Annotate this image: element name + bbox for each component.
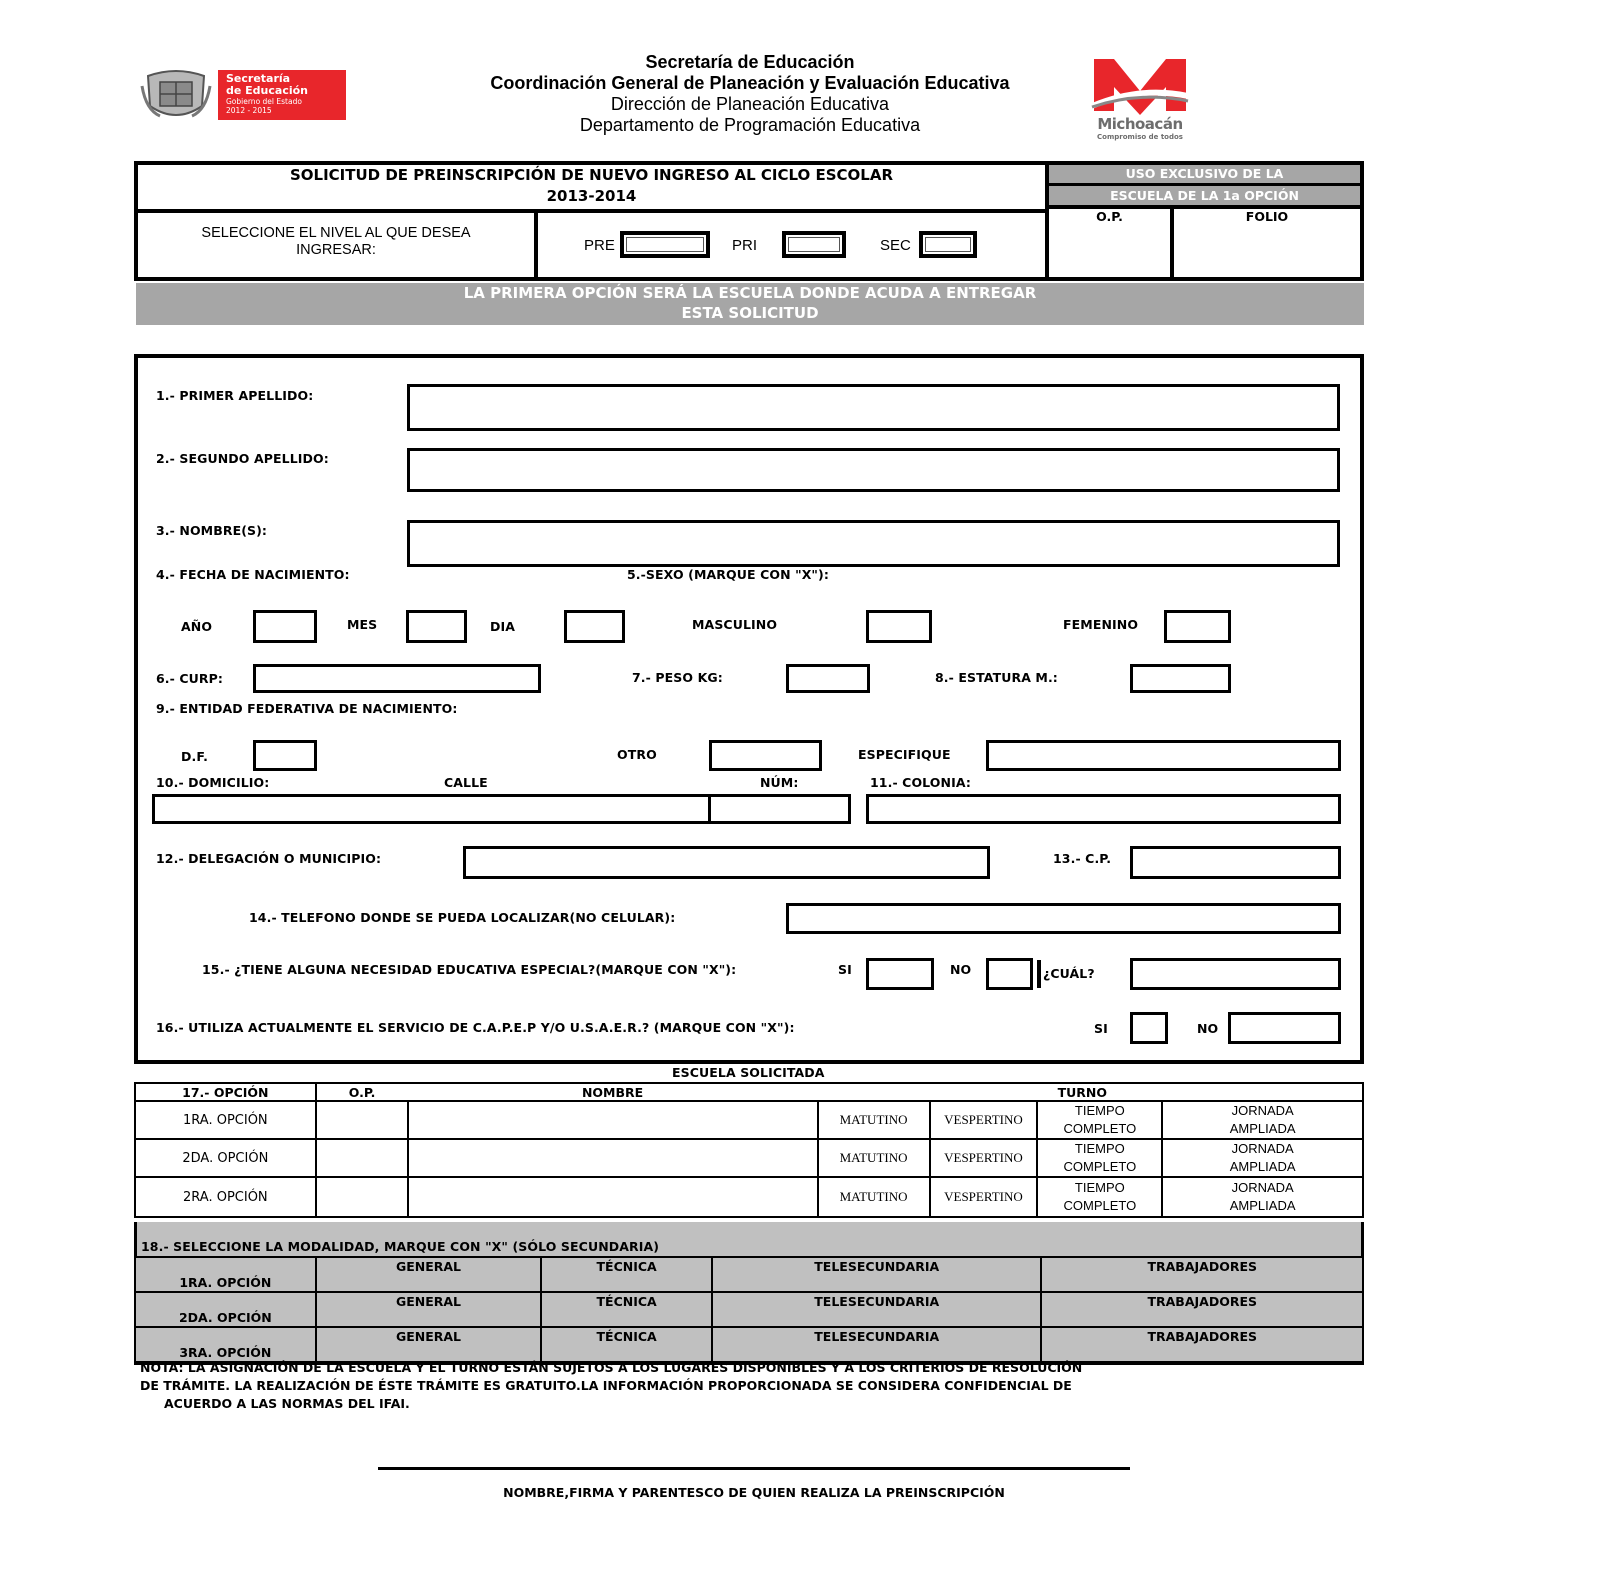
michoacan-name: Michoacán [1097, 115, 1183, 133]
peso-input[interactable] [786, 664, 870, 693]
primer-apellido-label: 1.- PRIMER APELLIDO: [156, 388, 314, 403]
df-label: D.F. [181, 749, 208, 764]
school-row-2-matutino[interactable]: MATUTINO [818, 1139, 930, 1177]
nota-line3: ACUERDO A LAS NORMAS DEL IFAI. [164, 1396, 410, 1411]
fecha-nacimiento-label: 4.- FECHA DE NACIMIENTO: [156, 567, 350, 582]
school-row-3-option: 2RA. OPCIÓN [135, 1177, 316, 1217]
peso-label: 7.- PESO KG: [632, 670, 723, 685]
op-label: O.P. [1096, 209, 1123, 224]
especifique-input[interactable] [986, 740, 1341, 771]
nota-line2: DE TRÁMITE. LA REALIZACIÓN DE ÉSTE TRÁMITE ES GRATUITO.LA INFORMACIÓN PROPORCIONADA SE CONSIDERA CONFIDENCIAL DE [140, 1378, 1072, 1393]
school-row-3-vespertino[interactable]: VESPERTINO [930, 1177, 1038, 1217]
municipio-input[interactable] [463, 846, 990, 879]
school-row-1-jornada-ampliada[interactable] [1162, 1101, 1363, 1139]
modalidad-row-3 [135, 1327, 1363, 1363]
necesidad-especial-label: 15.- ¿TIENE ALGUNA NECESIDAD EDUCATIVA ESPECIAL?(MARQUE CON "X"): [202, 962, 737, 977]
capep-si-label: SI [1094, 1021, 1108, 1036]
form-title-line1: SOLICITUD DE PREINSCRIPCIÓN DE NUEVO INGRESO AL CICLO ESCOLAR [289, 166, 894, 184]
school-row-2-jornada-ampliada[interactable] [1162, 1139, 1363, 1177]
tc-line2: COMPLETO [1063, 1121, 1137, 1136]
dia-label: DIA [490, 619, 516, 634]
nombres-label: 3.- NOMBRE(S): [156, 523, 268, 538]
folio-label: FOLIO [1245, 209, 1289, 224]
level-prompt-line2: INGRESAR: [296, 242, 376, 258]
calle-input[interactable] [152, 794, 712, 824]
michoacan-tagline: Compromiso de todos [1097, 133, 1183, 141]
school-row-2-nombre[interactable] [408, 1139, 818, 1177]
capep-no-checkbox[interactable] [1228, 1012, 1341, 1044]
badge-line1: Secretaría [226, 72, 291, 85]
school-row-3-op[interactable] [316, 1177, 408, 1217]
form-title-line2: 2013-2014 [546, 187, 637, 205]
signature-line[interactable] [378, 1467, 1130, 1470]
mes-label: MES [347, 617, 378, 632]
modalidad-row-2-general[interactable]: GENERAL [316, 1292, 542, 1327]
ja-line1: JORNADA [1231, 1180, 1294, 1195]
coat-of-arms-icon [140, 66, 212, 124]
opcion-header: 17.- OPCIÓN [135, 1083, 316, 1101]
mes-input[interactable] [406, 610, 467, 643]
anio-label: AÑO [181, 619, 213, 634]
nota-line1: NOTA: LA ASIGNACIÓN DE LA ESCUELA Y EL TURNO ESTÁN SUJETOS A LOS LUGARES DISPONIBLES Y A LOS CRITERIOS DE RESOLUCIÓN [140, 1360, 1083, 1375]
especifique-label: ESPECIFIQUE [858, 747, 951, 762]
modalidad-row-3-general[interactable]: GENERAL [316, 1327, 542, 1363]
modalidad-row-3-telesecundaria[interactable]: TELESECUNDARIA [712, 1327, 1041, 1363]
turno-header: TURNO [818, 1083, 1363, 1101]
school-row-2-tiempo-completo[interactable] [1037, 1139, 1162, 1177]
cual-input[interactable] [1130, 958, 1341, 990]
school-row-1-tiempo-completo[interactable] [1037, 1101, 1162, 1139]
necesidad-no-label: NO [950, 962, 972, 977]
escuela-solicitada-caption: ESCUELA SOLICITADA [672, 1065, 825, 1080]
otro-label: OTRO [617, 747, 657, 762]
badge-line2: de Educación [226, 84, 309, 97]
level-prompt [138, 209, 538, 277]
modalidad-row-2-telesecundaria[interactable]: TELESECUNDARIA [712, 1292, 1041, 1327]
badge-line3: Gobierno del Estado [226, 97, 302, 106]
ja-line2: AMPLIADA [1229, 1121, 1296, 1136]
school-row-1 [135, 1101, 1363, 1139]
level-pri-checkbox[interactable] [782, 231, 846, 258]
domicilio-label: 10.- DOMICILIO: [156, 775, 270, 790]
modalidad-row-2 [135, 1292, 1363, 1327]
banner-line2: ESTA SOLICITUD [681, 304, 819, 322]
capep-no-label: NO [1197, 1021, 1219, 1036]
tc-line2: COMPLETO [1063, 1159, 1137, 1174]
telefono-label: 14.- TELEFONO DONDE SE PUEDA LOCALIZAR(NO CELULAR): [249, 910, 676, 925]
level-pri-label: PRI [732, 237, 758, 254]
colonia-input[interactable] [866, 794, 1341, 824]
school-row-1-option: 1RA. OPCIÓN [135, 1101, 316, 1139]
header-titles [400, 52, 1100, 136]
tc-line2: COMPLETO [1063, 1198, 1137, 1213]
tc-line1: TIEMPO [1074, 1180, 1125, 1195]
cp-input[interactable] [1130, 846, 1341, 879]
modalidad-title-row [134, 1222, 1364, 1258]
modalidad-row-1-telesecundaria[interactable]: TELESECUNDARIA [712, 1257, 1041, 1292]
modalidad-row-2-trabajadores[interactable]: TRABAJADORES [1041, 1292, 1363, 1327]
dia-input[interactable] [564, 610, 625, 643]
modalidad-row-1-option: 1RA. OPCIÓN [135, 1257, 316, 1292]
modalidad-row-1-tecnica[interactable]: TÉCNICA [541, 1257, 712, 1292]
masculino-checkbox[interactable] [866, 610, 932, 643]
modalidad-table [134, 1256, 1364, 1365]
school-row-2-op[interactable] [316, 1139, 408, 1177]
level-pre-label: PRE [584, 237, 615, 254]
ja-line1: JORNADA [1231, 1103, 1294, 1118]
calle-label: CALLE [444, 775, 488, 790]
separator-bar [1037, 960, 1041, 988]
tc-line1: TIEMPO [1074, 1103, 1125, 1118]
school-row-2 [135, 1139, 1363, 1177]
header-line-3: Dirección de Planeación Educativa [610, 94, 890, 114]
school-row-3-matutino[interactable]: MATUTINO [818, 1177, 930, 1217]
num-label: NÚM: [760, 775, 799, 790]
school-row-2-vespertino[interactable]: VESPERTINO [930, 1139, 1038, 1177]
ja-line2: AMPLIADA [1229, 1198, 1296, 1213]
colonia-label: 11.- COLONIA: [870, 775, 971, 790]
header-line-4: Departamento de Programación Educativa [579, 115, 921, 135]
header-line-1: Secretaría de Educación [645, 52, 855, 72]
school-row-3-nombre[interactable] [408, 1177, 818, 1217]
first-option-banner [136, 283, 1364, 325]
nombre-header: NOMBRE [408, 1083, 818, 1101]
school-row-3-tiempo-completo[interactable] [1037, 1177, 1162, 1217]
school-row-1-op[interactable] [316, 1101, 408, 1139]
primer-apellido-input[interactable] [407, 384, 1340, 431]
level-prompt-line1: SELECCIONE EL NIVEL AL QUE DESEA [201, 225, 471, 241]
op-cell[interactable] [1049, 209, 1174, 277]
df-checkbox[interactable] [253, 740, 317, 771]
estatura-input[interactable] [1130, 664, 1231, 693]
masculino-label: MASCULINO [692, 617, 778, 632]
form-title [138, 165, 1049, 213]
school-options-table [134, 1082, 1364, 1218]
ja-line2: AMPLIADA [1229, 1159, 1296, 1174]
curp-label: 6.- CURP: [156, 671, 223, 686]
estatura-label: 8.- ESTATURA M.: [935, 670, 1058, 685]
level-sec-checkbox[interactable] [919, 231, 977, 258]
tc-line1: TIEMPO [1074, 1141, 1125, 1156]
cp-label: 13.- C.P. [1053, 851, 1112, 866]
signature-label: NOMBRE,FIRMA Y PARENTESCO DE QUIEN REALIZA LA PREINSCRIPCIÓN [503, 1485, 1005, 1500]
modalidad-row-3-trabajadores[interactable]: TRABAJADORES [1041, 1327, 1363, 1363]
modalidad-row-3-tecnica[interactable]: TÉCNICA [541, 1327, 712, 1363]
form-header-box [134, 161, 1364, 281]
level-options [542, 209, 1049, 277]
curp-input[interactable] [253, 664, 541, 693]
modalidad-row-3-option: 3RA. OPCIÓN [135, 1327, 316, 1363]
segundo-apellido-label: 2.- SEGUNDO APELLIDO: [156, 451, 329, 466]
nombres-input[interactable] [407, 520, 1340, 567]
header-line-2: Coordinación General de Planeación y Evaluación Educativa [490, 73, 1010, 93]
segundo-apellido-input[interactable] [407, 448, 1340, 492]
modalidad-row-2-option: 2DA. OPCIÓN [135, 1292, 316, 1327]
ja-line1: JORNADA [1231, 1141, 1294, 1156]
school-row-1-vespertino[interactable]: VESPERTINO [930, 1101, 1038, 1139]
school-row-2-option: 2DA. OPCIÓN [135, 1139, 316, 1177]
exclusive-use-line1: USO EXCLUSIVO DE LA [1049, 165, 1360, 186]
school-row-3 [135, 1177, 1363, 1217]
exclusive-use-line2: ESCUELA DE LA 1a OPCIÓN [1049, 186, 1360, 209]
sexo-label: 5.-SEXO (MARQUE CON "X"): [627, 567, 829, 582]
school-table-header [135, 1083, 1363, 1101]
folio-cell[interactable] [1174, 209, 1360, 277]
cual-label: ¿CUÁL? [1043, 966, 1095, 981]
numero-input[interactable] [708, 794, 851, 824]
level-pre-checkbox[interactable] [620, 231, 710, 258]
badge-line4: 2012 - 2015 [226, 106, 272, 115]
capep-si-checkbox[interactable] [1130, 1012, 1168, 1044]
anio-input[interactable] [253, 610, 317, 643]
telefono-input[interactable] [786, 903, 1341, 934]
modalidad-row-2-tecnica[interactable]: TÉCNICA [541, 1292, 712, 1327]
femenino-label: FEMENINO [1063, 617, 1139, 632]
op-header: O.P. [316, 1083, 408, 1101]
femenino-checkbox[interactable] [1164, 610, 1231, 643]
level-sec-label: SEC [880, 237, 911, 254]
michoacan-logo [1090, 57, 1190, 143]
capep-usaer-label: 16.- UTILIZA ACTUALMENTE EL SERVICIO DE C.A.P.E.P Y/O U.S.A.E.R.? (MARQUE CON "X"): [156, 1020, 795, 1035]
modalidad-row-1-general[interactable]: GENERAL [316, 1257, 542, 1292]
entidad-federativa-label: 9.- ENTIDAD FEDERATIVA DE NACIMIENTO: [156, 701, 458, 716]
modalidad-title: 18.- SELECCIONE LA MODALIDAD, MARQUE CON "X" (SÓLO SECUNDARIA) [141, 1239, 660, 1254]
modalidad-row-1-trabajadores[interactable]: TRABAJADORES [1041, 1257, 1363, 1292]
modalidad-row-1 [135, 1257, 1363, 1292]
secretaria-badge-logo [218, 70, 346, 120]
otro-checkbox[interactable] [709, 740, 822, 771]
necesidad-si-label: SI [838, 962, 852, 977]
banner-line1: LA PRIMERA OPCIÓN SERÁ LA ESCUELA DONDE ACUDA A ENTREGAR [463, 284, 1037, 302]
school-row-1-nombre[interactable] [408, 1101, 818, 1139]
municipio-label: 12.- DELEGACIÓN O MUNICIPIO: [156, 851, 382, 866]
nota-text [140, 1359, 1082, 1413]
necesidad-no-checkbox[interactable] [986, 958, 1033, 990]
school-row-1-matutino[interactable]: MATUTINO [818, 1101, 930, 1139]
school-row-3-jornada-ampliada[interactable] [1162, 1177, 1363, 1217]
necesidad-si-checkbox[interactable] [866, 958, 934, 990]
